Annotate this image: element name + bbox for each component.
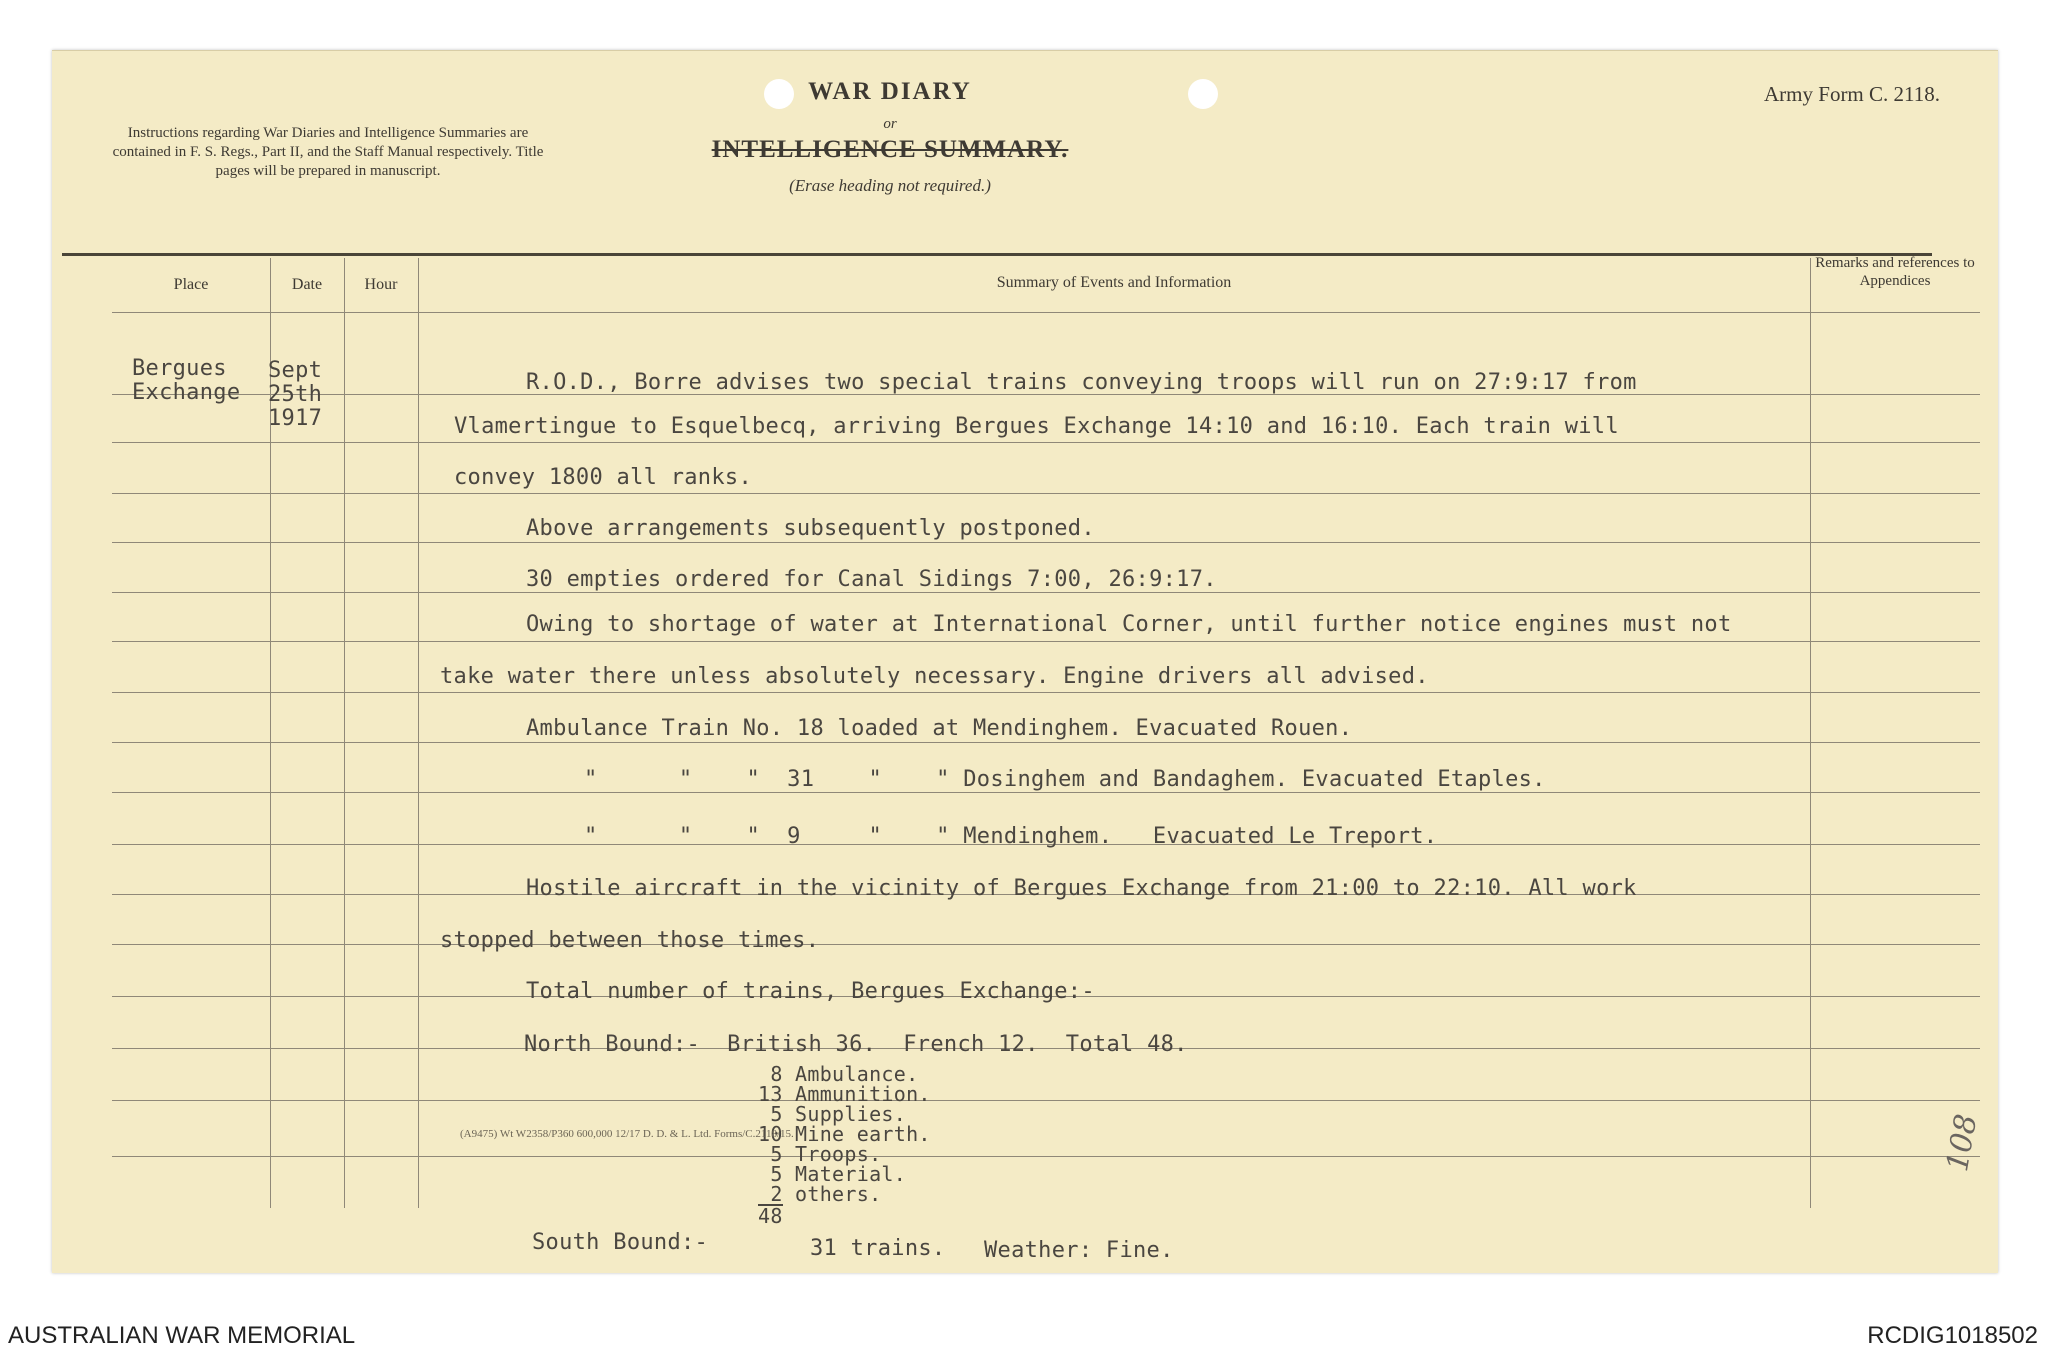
diary-line: Ambulance Train No. 18 loaded at Mendinghem. Evacuated Rouen. bbox=[526, 716, 1353, 741]
ruled-line bbox=[112, 442, 1980, 443]
breakdown-item: 10 Mine earth. bbox=[758, 1122, 931, 1146]
weather-note: Weather: Fine. bbox=[984, 1238, 1174, 1263]
breakdown-total: 48 bbox=[758, 1204, 783, 1228]
diary-line: Vlamertingue to Esquelbecq, arriving Bergues Exchange 14:10 and 16:10. Each train will bbox=[454, 414, 1619, 439]
punch-hole bbox=[1188, 79, 1218, 109]
ruled-line bbox=[112, 641, 1980, 642]
diary-line: " " " 31 " " Dosinghem and Bandaghem. Evacuated Etaples. bbox=[584, 767, 1546, 792]
entry-place: Exchange bbox=[132, 380, 241, 405]
instructions-text: Instructions regarding War Diaries and Intelligence Summaries are contained in F. S. Regs., Part II, and the Staff Manual respectively. Title pages will be prepared in manuscript. bbox=[112, 125, 544, 179]
column-divider bbox=[1810, 258, 1811, 1208]
ruled-line bbox=[112, 542, 1980, 543]
column-header-date: Date bbox=[291, 276, 323, 293]
credit-right: RCDIG1018502 bbox=[1867, 1322, 2038, 1349]
column-header-summary: Summary of Events and Information bbox=[996, 274, 1232, 291]
table-header-rule bbox=[112, 312, 1980, 313]
diary-line: Owing to shortage of water at International Corner, until further notice engines must not bbox=[526, 612, 1732, 637]
erase-note: (Erase heading not required.) bbox=[789, 176, 991, 195]
diary-line: Total number of trains, Bergues Exchange:- bbox=[526, 979, 1095, 1004]
diary-line: R.O.D., Borre advises two special trains conveying troops will run on 27:9:17 from bbox=[526, 370, 1637, 395]
ruled-line bbox=[112, 592, 1980, 593]
ruled-line bbox=[112, 792, 1980, 793]
column-divider bbox=[418, 258, 419, 1208]
diary-line: Hostile aircraft in the vicinity of Bergues Exchange from 21:00 to 22:10. All work bbox=[526, 876, 1637, 901]
ruled-line bbox=[112, 1100, 1980, 1101]
form-title-or: or bbox=[883, 116, 897, 132]
south-bound-trains: 31 trains. bbox=[810, 1236, 946, 1261]
column-divider bbox=[344, 258, 345, 1208]
column-header-hour: Hour bbox=[364, 276, 398, 293]
column-header-place: Place bbox=[173, 276, 209, 293]
breakdown-item: 5 Troops. bbox=[758, 1142, 882, 1166]
breakdown-item: 5 Material. bbox=[758, 1162, 907, 1186]
diary-line: convey 1800 all ranks. bbox=[454, 465, 752, 490]
page-number: 108 bbox=[1940, 1111, 1985, 1175]
diary-line: 30 empties ordered for Canal Sidings 7:00, 26:9:17. bbox=[526, 567, 1217, 592]
diary-line: Above arrangements subsequently postponed. bbox=[526, 516, 1095, 541]
ruled-line bbox=[112, 493, 1980, 494]
diary-line: stopped between those times. bbox=[440, 928, 820, 953]
table-top-rule bbox=[62, 253, 1932, 256]
credit-left: AUSTRALIAN WAR MEMORIAL bbox=[8, 1322, 356, 1349]
ruled-line bbox=[112, 742, 1980, 743]
form-number: Army Form C. 2118. bbox=[1764, 82, 1940, 106]
breakdown-item: 13 Ammunition. bbox=[758, 1082, 931, 1106]
diary-line: take water there unless absolutely necessary. Engine drivers all advised. bbox=[440, 664, 1429, 689]
column-header-remarks: Remarks and references to Appendices bbox=[1815, 255, 1975, 289]
ruled-line bbox=[112, 692, 1980, 693]
entry-place: Bergues bbox=[132, 356, 227, 381]
diary-line: North Bound:- British 36. French 12. Total 48. bbox=[524, 1032, 1188, 1057]
south-bound-label: South Bound:- bbox=[532, 1230, 709, 1255]
diary-line: " " " 9 " " Mendinghem. Evacuated Le Treport. bbox=[584, 824, 1438, 849]
entry-date: 25th bbox=[268, 382, 323, 407]
breakdown-item: 5 Supplies. bbox=[758, 1102, 907, 1126]
ruled-line bbox=[112, 1156, 1980, 1157]
breakdown-item: 2 others. bbox=[758, 1182, 882, 1206]
form-print-code: (A9475) Wt W2358/P360 600,000 12/17 D. D. & L. Ltd. Forms/C.2118/15. bbox=[460, 1128, 794, 1140]
form-title: WAR DIARY bbox=[808, 78, 972, 105]
entry-date: 1917 bbox=[268, 406, 323, 431]
breakdown-item: 8 Ambulance. bbox=[758, 1062, 919, 1086]
entry-date: Sept bbox=[268, 358, 323, 383]
form-subtitle: INTELLIGENCE SUMMARY. bbox=[711, 136, 1069, 163]
ruled-line bbox=[112, 944, 1980, 945]
